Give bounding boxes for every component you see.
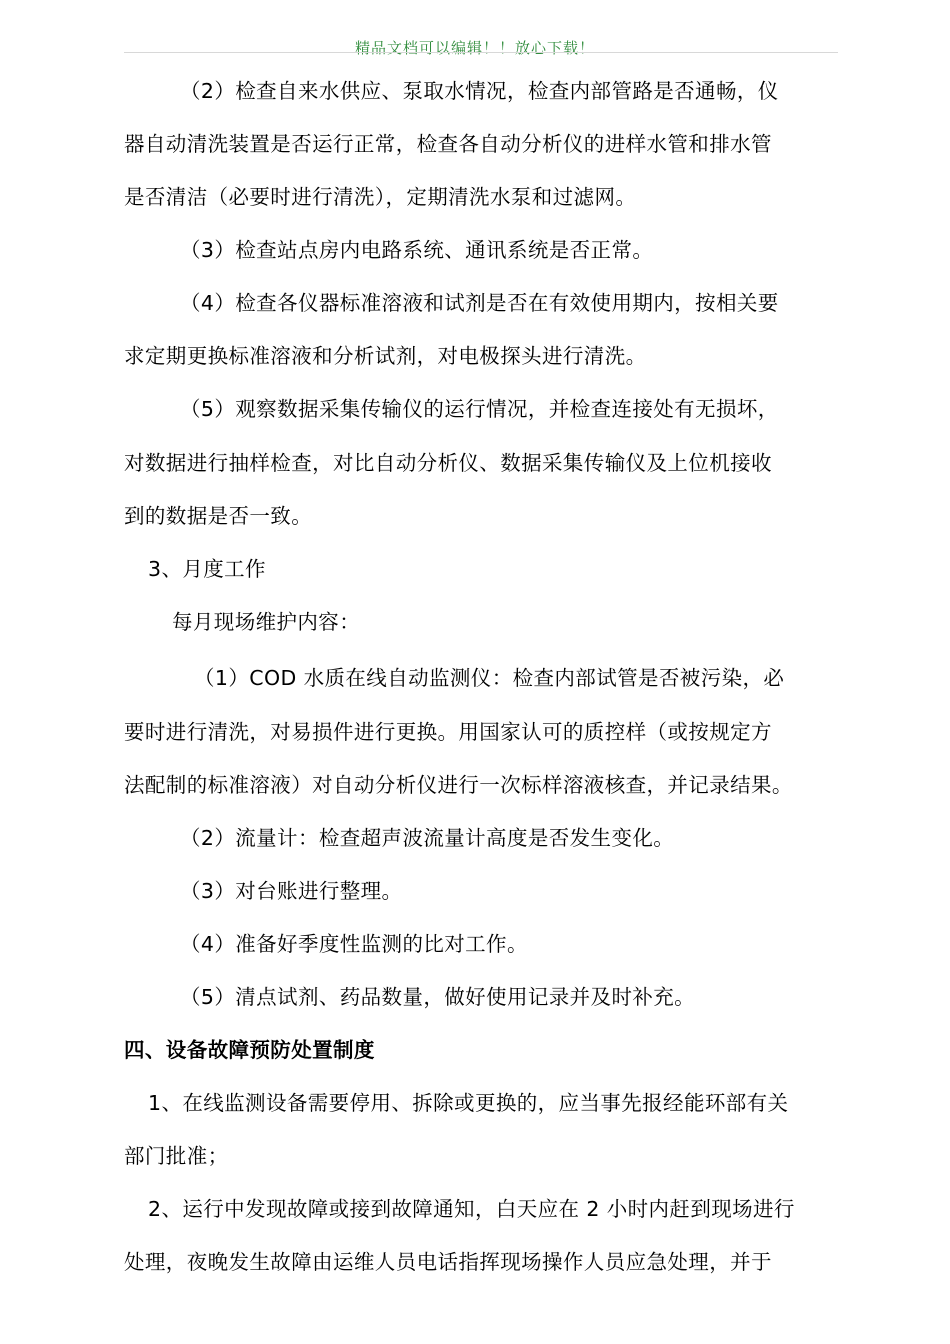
paragraph-line: （3）检查站点房内电路系统、通讯系统是否正常。 [180, 238, 654, 263]
paragraph-line: （3）对台账进行整理。 [180, 878, 403, 903]
paragraph-line: （2）检查自来水供应、泵取水情况，检查内部管路是否通畅，仪 [180, 79, 779, 103]
header-divider [124, 52, 838, 53]
paragraph-line: 2、运行中发现故障或接到故障通知，白天应在 2 小时内赶到现场进行 [148, 1197, 795, 1222]
document-body [124, 78, 844, 1276]
paragraph-line: 每月现场维护内容： [172, 609, 361, 634]
paragraph-line: （2）流量计：检查超声波流量计高度是否发生变化。 [180, 825, 675, 850]
paragraph-line: 处理，夜晚发生故障由运维人员电话指挥现场操作人员应急处理，并于 [124, 1250, 772, 1275]
section-heading: 3、月度工作 [148, 556, 266, 581]
paragraph-line: 1、在线监测设备需要停用、拆除或更换的，应当事先报经能环部有关 [148, 1091, 789, 1116]
paragraph-line: 器自动清洗装置是否运行正常，检查各自动分析仪的进样水管和排水管 [124, 132, 772, 157]
section-heading: 四、设备故障预防处置制度 [124, 1038, 375, 1063]
paragraph-line: 部门批准； [124, 1144, 229, 1169]
paragraph-line: （4）准备好季度性监测的比对工作。 [180, 931, 528, 956]
paragraph-line: 是否清洁（必要时进行清洗），定期清洗水泵和过滤网。 [124, 185, 637, 210]
paragraph-line: （5）观察数据采集传输仪的运行情况，并检查连接处有无损坏， [180, 397, 779, 422]
page-header-text: 精品文档可以编辑！！放心下载！ [354, 39, 595, 57]
paragraph-line: 到的数据是否一致。 [124, 503, 313, 528]
paragraph-line: （1）COD 水质在线自动监测仪：检查内部试管是否被污染，必 [194, 666, 785, 691]
paragraph-line: 求定期更换标准溶液和分析试剂，对电极探头进行清洗。 [124, 344, 647, 369]
paragraph-line: （5）清点试剂、药品数量，做好使用记录并及时补充。 [180, 984, 696, 1009]
paragraph-line: 对数据进行抽样检查，对比自动分析仪、数据采集传输仪及上位机接收 [124, 450, 772, 475]
paragraph-line: 法配制的标准溶液）对自动分析仪进行一次标样溶液核查，并记录结果。 [124, 772, 793, 797]
paragraph-line: （4）检查各仪器标准溶液和试剂是否在有效使用期内，按相关要 [180, 291, 779, 316]
paragraph-line: 要时进行清洗，对易损件进行更换。用国家认可的质控样（或按规定方 [124, 719, 772, 744]
